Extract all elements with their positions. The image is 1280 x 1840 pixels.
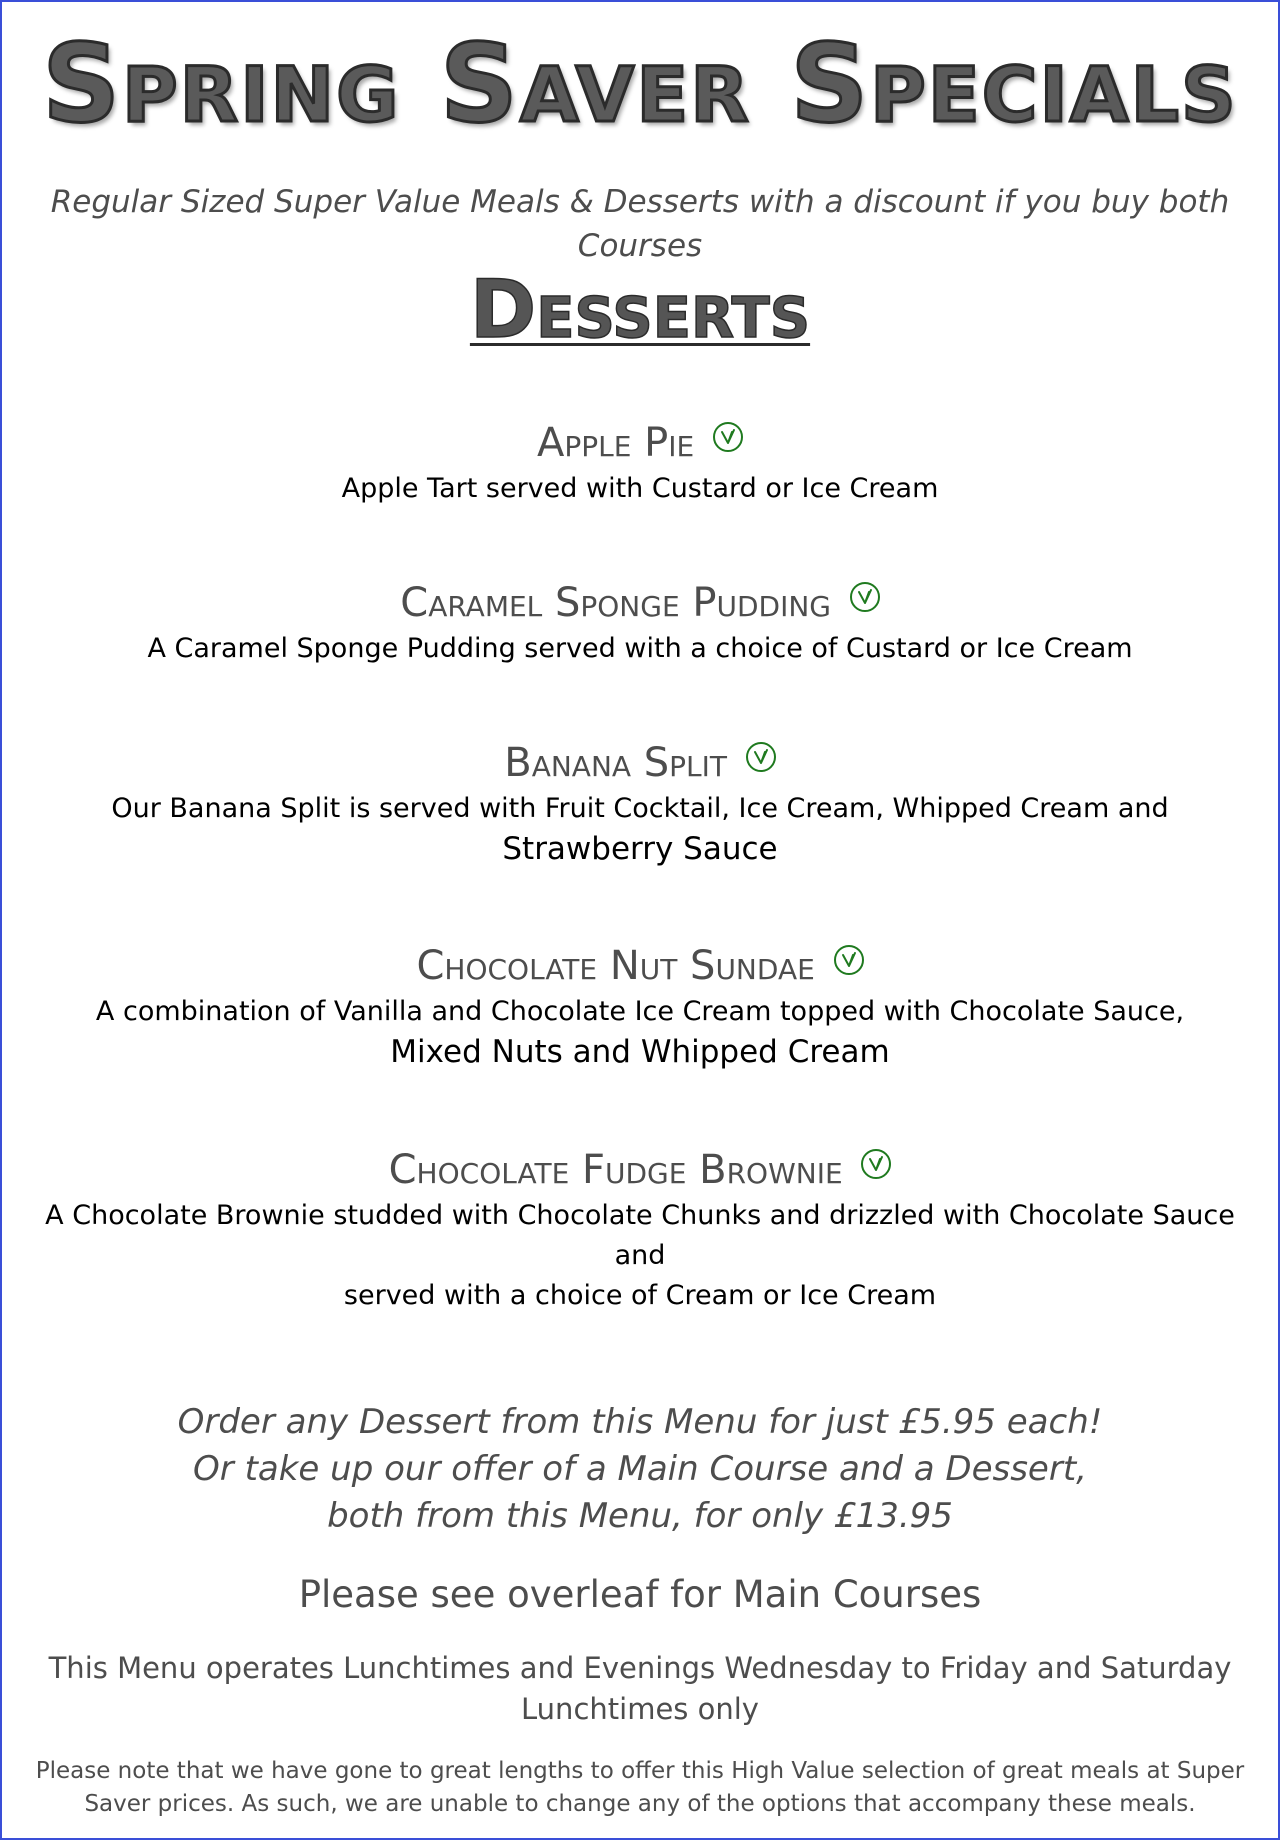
price-offer xyxy=(2,1399,1278,1540)
section-title-desserts: Desserts xyxy=(469,263,811,356)
vegetarian-icon xyxy=(834,945,864,975)
dessert-name: Caramel Sponge Pudding xyxy=(400,580,831,626)
vegetarian-icon xyxy=(746,742,776,772)
menu-subtitle: Regular Sized Super Value Meals & Desserts with a discount if you buy both Courses xyxy=(50,184,1230,264)
vegetarian-icon xyxy=(850,582,880,612)
overleaf-notice: Please see overleaf for Main Courses xyxy=(298,1573,982,1616)
dessert-item xyxy=(22,1144,1258,1316)
dessert-description: A Caramel Sponge Pudding served with a choice of Custard or Ice Cream xyxy=(147,633,1133,664)
menu-title: Spring Saver Specials xyxy=(42,22,1238,147)
opening-times: This Menu operates Lunchtimes and Evenings Wednesday to Friday and Saturday Lunchtimes only xyxy=(48,1651,1232,1726)
disclaimer-note: Please note that we have gone to great lengths to offer this High Value selection of great meals at Super Saver prices. As such, we are unable to change any of the options that accompany these meals. xyxy=(35,1758,1245,1817)
dessert-item xyxy=(22,940,1258,1072)
offer-line: Or take up our offer of a Main Course and a Dessert, xyxy=(193,1449,1087,1489)
dessert-name: Banana Split xyxy=(504,740,728,786)
offer-line: both from this Menu, for only £13.95 xyxy=(327,1496,953,1536)
dessert-description: A combination of Vanilla and Chocolate Ice Cream topped with Chocolate Sauce, xyxy=(95,996,1185,1027)
dessert-name: Chocolate Fudge Brownie xyxy=(388,1147,843,1193)
vegetarian-icon xyxy=(861,1149,891,1179)
dessert-name: Chocolate Nut Sundae xyxy=(416,943,815,989)
dessert-description-continued: Mixed Nuts and Whipped Cream xyxy=(390,1034,890,1070)
dessert-description: A Chocolate Brownie studded with Chocolate Chunks and drizzled with Chocolate Sauce and xyxy=(45,1200,1235,1271)
dessert-description-continued: served with a choice of Cream or Ice Cream xyxy=(343,1280,937,1311)
dessert-description-continued: Strawberry Sauce xyxy=(502,831,778,867)
dessert-description: Our Banana Split is served with Fruit Cocktail, Ice Cream, Whipped Cream and xyxy=(111,793,1169,824)
dessert-description: Apple Tart served with Custard or Ice Cream xyxy=(341,473,939,504)
offer-line: Order any Dessert from this Menu for just £5.95 each! xyxy=(177,1402,1103,1442)
dessert-name: Apple Pie xyxy=(537,420,695,466)
dessert-item xyxy=(22,737,1258,869)
dessert-item xyxy=(22,417,1258,509)
dessert-item xyxy=(22,577,1258,669)
vegetarian-icon xyxy=(713,422,743,452)
